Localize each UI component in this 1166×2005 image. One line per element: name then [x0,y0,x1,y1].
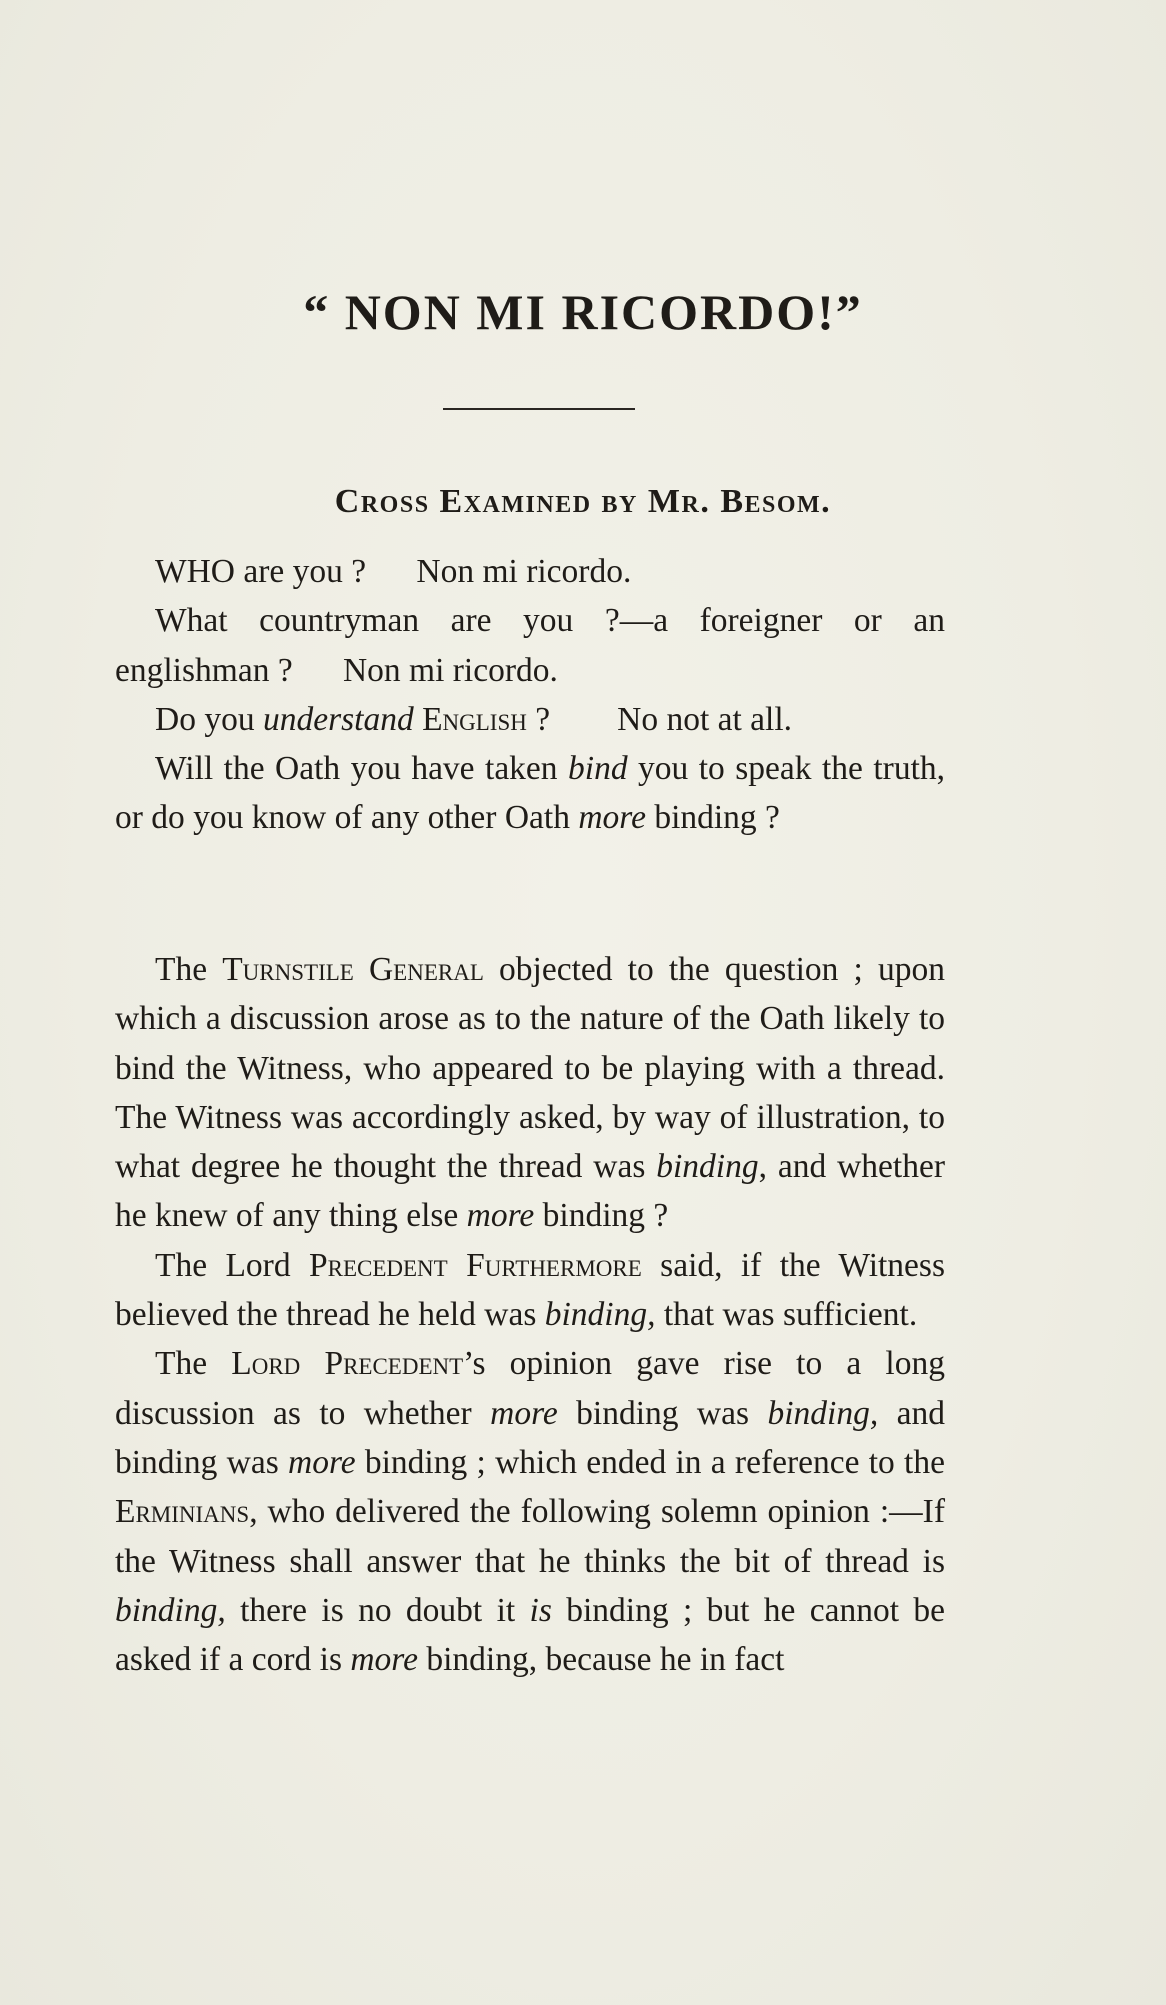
question-1: WHO are you ? [155,553,367,590]
answer-2: Non mi ricordo. [342,651,558,689]
p3-smallcaps-2: Erminians [115,1493,250,1531]
qa-line-1 [115,547,945,596]
page-title: “ NON MI RICORDO!” [303,284,863,340]
cross-examination-block [115,547,945,843]
p3-emphasis-4: binding, [115,1591,226,1629]
heading-prefix: Cross Examined by [334,483,648,520]
section-heading [0,478,1166,526]
p3-emphasis-3: more [288,1443,356,1481]
question-4 [115,744,945,843]
p1-text-1: The [155,951,223,988]
p3-text-8: binding ; but he cannot be asked if a cord is [115,1591,945,1679]
p1-text-2: objected to the question ; upon which a discussion arose as to the nature of the Oath likely to bind the Witness, who appeared to be playing with a thread. The Witness was accordingly asked, by way of illustration, to what degree he thought the thread was [115,951,945,1186]
question-3-smallcaps: English [422,700,527,738]
qa-line-2 [115,596,945,695]
p1-emphasis-1: binding [656,1148,759,1186]
p2-smallcaps-1: Precedent Furthermore [308,1246,642,1284]
p3-text-4: and binding was [115,1394,945,1481]
p2-text-3: that was sufficient. [655,1296,918,1334]
p2-text-2: said, if the Witness believed the thread he held was [115,1246,945,1334]
p3-text-3: binding was [557,1394,768,1432]
narrative-block [115,945,945,1684]
title-divider [443,408,635,410]
p2-emphasis-1: binding, [544,1296,656,1334]
q4-text-2: you to speak the truth, or do you know of any other Oath [115,750,946,837]
paragraph-2 [115,1241,945,1340]
paragraph-1 [115,945,945,1241]
p3-text-1: The [155,1345,232,1383]
p3-emphasis-2: binding, [767,1394,879,1432]
p3-text-2: ’s opinion gave rise to a long discussion as to whether [115,1345,945,1432]
answer-1: Non mi ricordo. [416,553,632,590]
answer-3: No not at all. [617,700,793,738]
p1-smallcaps-1: Turnstile General [222,951,484,988]
qa-line-3 [115,695,945,744]
question-3-pre: Do you [155,700,263,738]
p1-text-4: binding ? [534,1197,669,1235]
p1-text-3: , and whether he knew of any thing else [115,1148,946,1235]
p3-emphasis-5: is [529,1591,552,1629]
p3-text-9: binding, because he in fact [417,1641,785,1679]
question-3-emphasis: understand [262,700,414,738]
p1-emphasis-2: more [466,1197,535,1235]
p3-emphasis-1: more [490,1394,558,1432]
question-2: What countryman are you ?—a foreigner or an englishman ? [115,602,945,689]
paragraph-3 [115,1339,945,1684]
p3-text-5: binding ; which ended in a reference to the [355,1443,945,1481]
heading-name: Mr. Besom. [647,483,832,520]
q4-emphasis-1: bind [568,750,628,788]
p3-emphasis-6: more [350,1641,418,1679]
q4-text-3: binding ? [645,799,780,837]
q4-emphasis-2: more [578,799,646,837]
p3-smallcaps-1: Lord Precedent [231,1345,464,1383]
p3-text-7: there is no doubt it [225,1591,530,1629]
q4-text-1: Will the Oath you have taken [155,750,569,788]
p2-text-1: The Lord [155,1246,309,1284]
question-3-post: ? [526,700,551,738]
p3-text-6: , who delivered the following solemn opinion :—If the Witness shall answer that he thinks the bit of thread is [115,1493,945,1580]
